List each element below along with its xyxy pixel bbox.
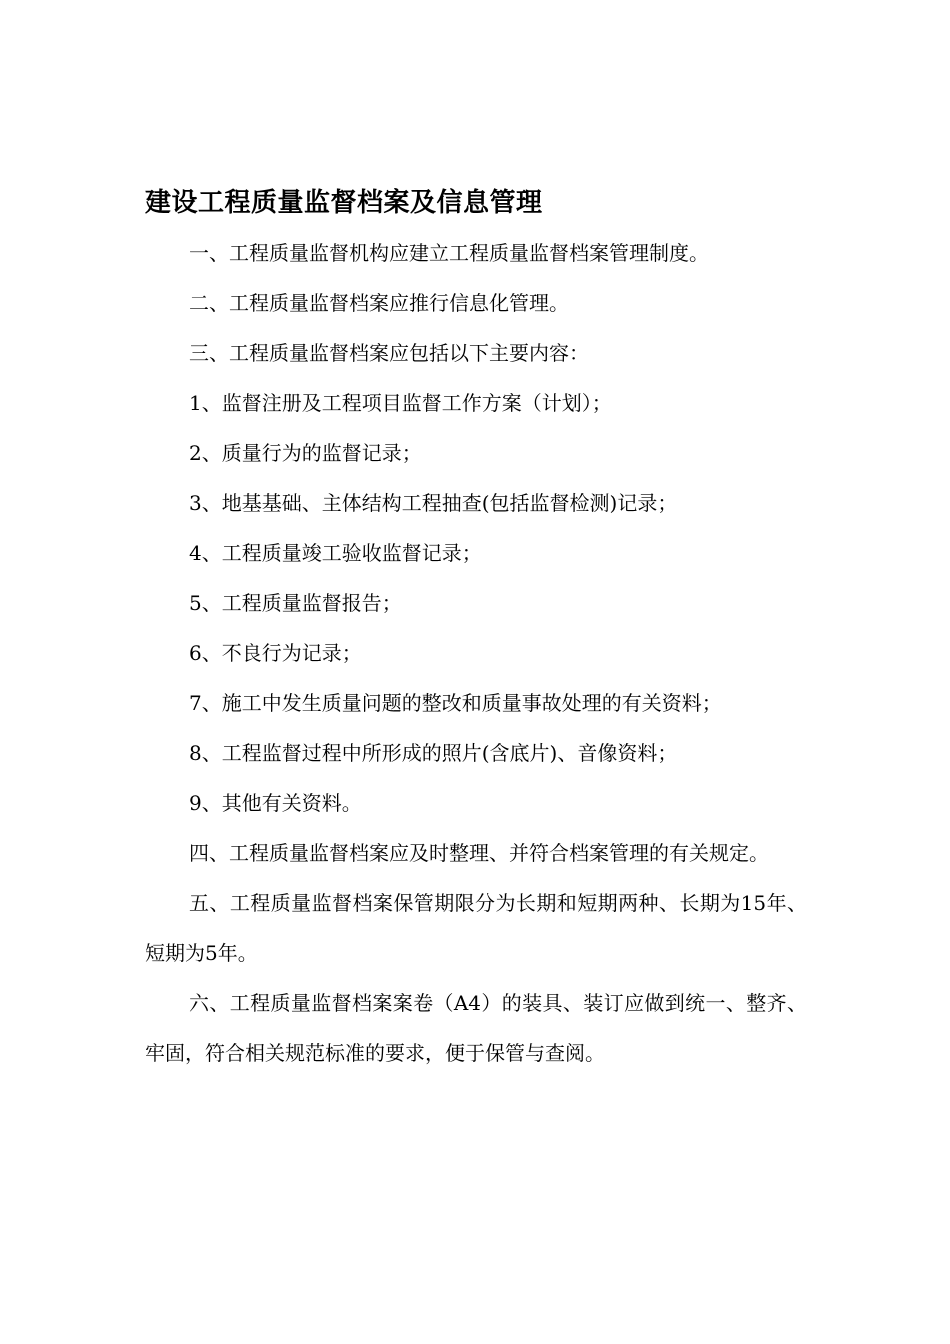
list-item-6: 6、不良行为记录； xyxy=(189,641,362,665)
document-body xyxy=(145,228,807,1078)
list-item-8: 8、工程监督过程中所形成的照片(含底片)、音像资料； xyxy=(189,741,678,765)
paragraph-4: 四、工程质量监督档案应及时整理、并符合档案管理的有关规定。 xyxy=(189,841,769,865)
list-item-1: 1、监督注册及工程项目监督工作方案（计划）； xyxy=(189,391,612,415)
list-item-9: 9、其他有关资料。 xyxy=(189,791,362,815)
list-item-4: 4、工程质量竣工验收监督记录； xyxy=(189,541,482,565)
document-title: 建设工程质量监督档案及信息管理 xyxy=(145,188,543,218)
list-item-3: 3、地基基础、主体结构工程抽查(包括监督检测)记录； xyxy=(189,491,678,515)
paragraph-5: 五、工程质量监督档案保管期限分为长期和短期两种、长期为15年、短期为5年。 xyxy=(145,891,807,965)
paragraph-1: 一、工程质量监督机构应建立工程质量监督档案管理制度。 xyxy=(189,241,709,265)
paragraph-3: 三、工程质量监督档案应包括以下主要内容： xyxy=(189,341,589,365)
list-item-2: 2、质量行为的监督记录； xyxy=(189,441,422,465)
paragraph-2: 二、工程质量监督档案应推行信息化管理。 xyxy=(189,291,569,315)
list-item-7: 7、施工中发生质量问题的整改和质量事故处理的有关资料； xyxy=(189,691,722,715)
paragraph-6: 六、工程质量监督档案案卷（A4）的装具、装订应做到统一、整齐、牢固，符合相关规范标准的要求，便于保管与查阅。 xyxy=(145,991,807,1065)
list-item-5: 5、工程质量监督报告； xyxy=(189,591,402,615)
